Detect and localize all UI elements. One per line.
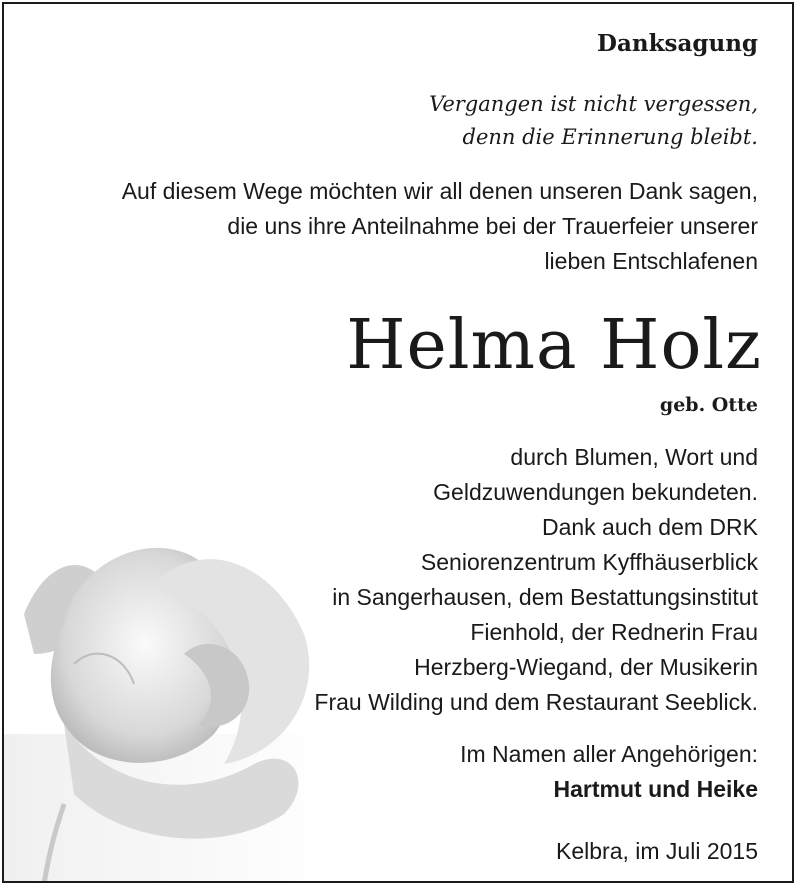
thanks-body — [314, 440, 758, 720]
place-date: Kelbra, im Juli 2015 — [556, 838, 758, 864]
intro-line: lieben Entschlafenen — [544, 248, 758, 274]
notice-heading: Danksagung — [597, 30, 758, 57]
signoff — [460, 737, 758, 807]
motto-quote — [429, 88, 758, 154]
deceased-name: Helma Holz — [346, 306, 762, 385]
signoff-line: Im Namen aller Angehörigen: — [460, 741, 758, 767]
rose-image — [4, 504, 334, 883]
intro-line: die uns ihre Anteilnahme bei der Trauerfeier unserer — [227, 213, 758, 239]
motto-line: denn die Erinnerung bleibt. — [462, 125, 758, 149]
body-line: Frau Wilding und dem Restaurant Seeblick. — [314, 689, 758, 715]
signoff-names: Hartmut und Heike — [553, 776, 758, 802]
body-line: Fienhold, der Rednerin Frau — [470, 619, 758, 645]
body-line: Seniorenzentrum Kyffhäuserblick — [420, 549, 758, 575]
body-line: Dank auch dem DRK — [541, 514, 758, 540]
body-line: Geldzuwendungen bekundeten. — [433, 479, 758, 505]
body-line: Herzberg-Wiegand, der Musikerin — [414, 654, 758, 680]
maiden-name: geb. Otte — [659, 394, 758, 416]
body-line: in Sangerhausen, dem Bestattungsinstitut — [332, 584, 758, 610]
intro-line: Auf diesem Wege möchten wir all denen unseren Dank sagen, — [121, 178, 758, 204]
body-line: durch Blumen, Wort und — [510, 444, 758, 470]
intro-text — [122, 174, 758, 279]
obituary-card — [2, 2, 794, 883]
motto-line: Vergangen ist nicht vergessen, — [429, 92, 758, 116]
